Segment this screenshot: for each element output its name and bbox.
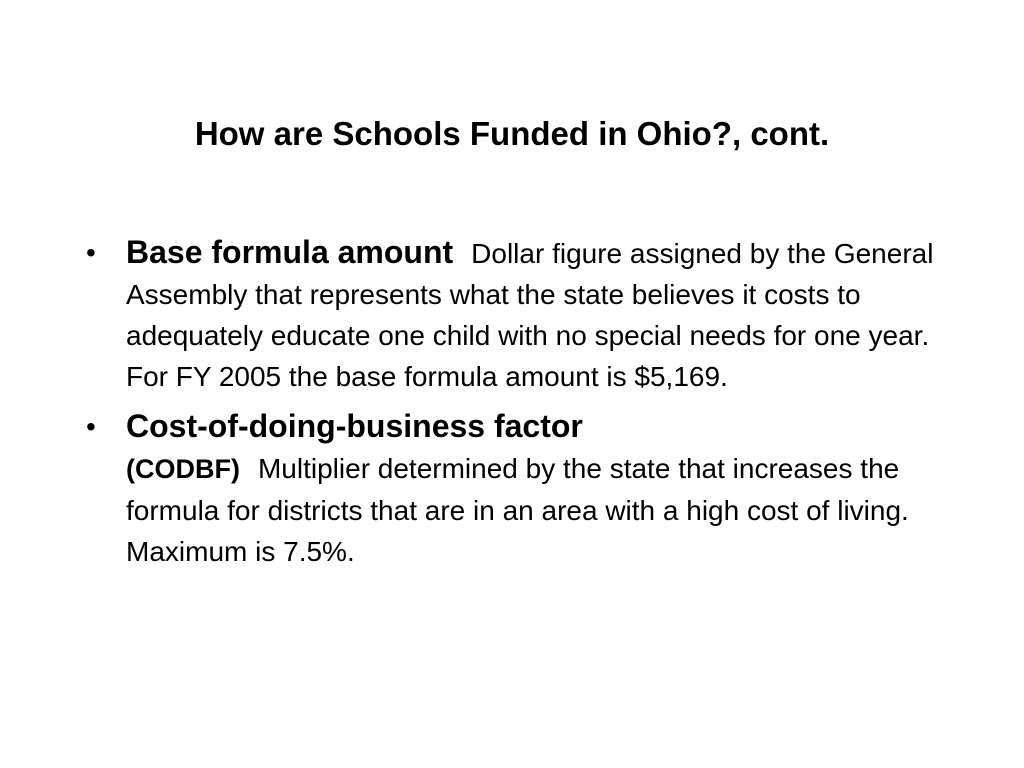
bullet-list — [86, 232, 946, 572]
bullet-definition: Dollar figure assigned by the General Assembly that represents what the state believes it costs to adequately educate one child with no special needs for one year. For FY 2005 the base formula amount is $5,169. — [126, 238, 934, 392]
bullet-cost-of-doing-business — [86, 406, 946, 572]
bullet-base-formula-amount — [86, 232, 946, 397]
bullet-abbreviation: (CODBF) — [126, 454, 240, 484]
bullet-definition: Multiplier determined by the state that increases the formula for districts that are in an area with a high cost of living. Maximum is 7.5%. — [126, 453, 909, 567]
bullet-marker: • — [86, 411, 96, 442]
bullet-term: Base formula amount — [126, 234, 454, 270]
bullet-term: Cost-of-doing-business factor — [126, 408, 583, 444]
slide-title: How are Schools Funded in Ohio?, cont. — [194, 115, 830, 152]
bullet-marker: • — [86, 237, 96, 268]
